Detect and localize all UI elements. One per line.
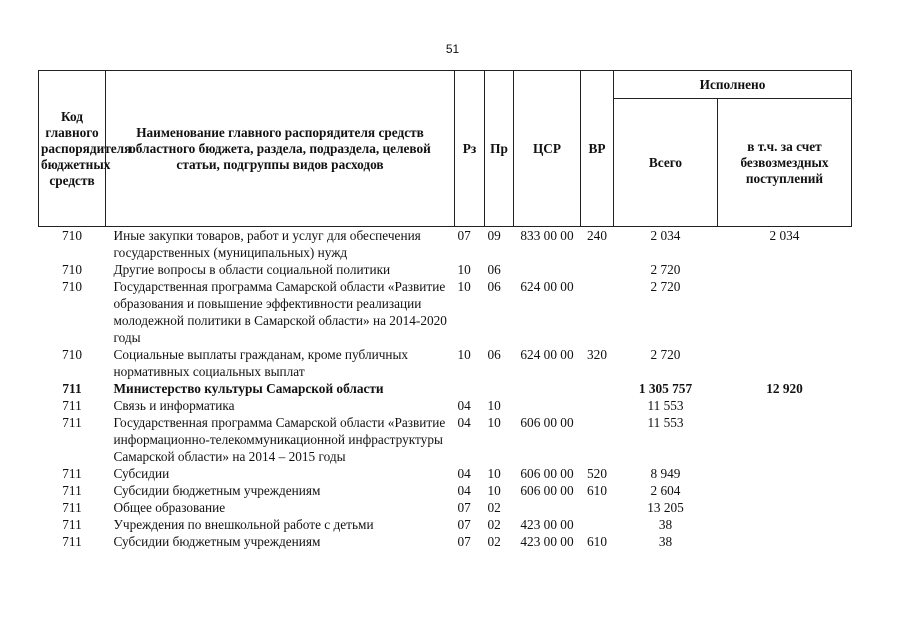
cell-total: 2 720 (650, 262, 681, 277)
cell-incl-free: 12 920 (766, 381, 803, 396)
cell-incl-free (718, 261, 852, 278)
cell-rz: 07 (457, 500, 471, 515)
cell-total: 1 305 757 (638, 381, 693, 396)
cell-incl-free (718, 414, 852, 465)
cell-vr: 610 (587, 483, 607, 498)
cell-pr: 09 (487, 228, 501, 243)
cell-code: 710 (62, 279, 82, 294)
cell-total: 2 604 (650, 483, 681, 498)
cell-vr: 520 (587, 466, 607, 481)
cell-incl-free (718, 533, 852, 550)
page-number: 51 (445, 42, 460, 56)
cell-code: 711 (62, 517, 82, 532)
cell-name: Министерство культуры Самарской области (113, 381, 384, 396)
cell-rz: 04 (457, 466, 471, 481)
cell-name: Субсидии (113, 466, 170, 481)
cell-vr: 610 (587, 534, 607, 549)
table-row (39, 380, 852, 397)
cell-code: 710 (62, 228, 82, 243)
table-body (39, 227, 852, 551)
cell-pr: 02 (487, 517, 501, 532)
cell-csr (514, 397, 581, 414)
cell-pr: 06 (487, 279, 501, 294)
cell-vr (581, 380, 614, 397)
cell-pr: 06 (487, 347, 501, 362)
table-row (39, 465, 852, 482)
table-row (39, 397, 852, 414)
cell-code: 711 (62, 534, 82, 549)
cell-pr (485, 380, 514, 397)
header-name: Наименование главного распорядителя средств областного бюджета, раздела, подраздела, целевой статьи, подгруппы видов расходов (106, 71, 455, 227)
cell-csr (514, 380, 581, 397)
header-pr: Пр (485, 71, 514, 227)
header-code: Код главного распорядителя бюджетных средств (39, 71, 106, 227)
cell-rz: 04 (457, 483, 471, 498)
cell-name: Субсидии бюджетным учреждениям (113, 534, 321, 549)
cell-code: 711 (62, 381, 82, 396)
cell-vr (581, 397, 614, 414)
cell-csr: 423 00 00 (520, 517, 574, 532)
cell-name: Социальные выплаты гражданам, кроме публичных нормативных социальных выплат (113, 347, 409, 379)
cell-rz: 07 (457, 517, 471, 532)
cell-incl-free (718, 482, 852, 499)
cell-vr (581, 261, 614, 278)
cell-code: 711 (62, 398, 82, 413)
table-row (39, 516, 852, 533)
budget-table (38, 70, 852, 550)
cell-csr (514, 499, 581, 516)
table-row (39, 346, 852, 380)
cell-rz: 10 (457, 262, 471, 277)
table-row (39, 499, 852, 516)
header-rz: Рз (455, 71, 485, 227)
cell-rz: 07 (457, 534, 471, 549)
cell-code: 710 (62, 347, 82, 362)
cell-pr: 02 (487, 500, 501, 515)
table-row (39, 533, 852, 550)
header-total: Всего (614, 99, 718, 227)
cell-pr: 02 (487, 534, 501, 549)
cell-csr: 606 00 00 (520, 415, 574, 430)
cell-code: 711 (62, 415, 82, 430)
cell-vr: 320 (587, 347, 607, 362)
cell-name: Государственная программа Самарской области «Развитие образования и повышение эффективности реализации молодежной политики в Самарской области» на 2014-2020 годы (113, 279, 447, 345)
cell-name: Государственная программа Самарской области «Развитие информационно-телекоммуникационной инфраструктуры Самарской области» на 2014 – 2015 годы (113, 415, 446, 464)
cell-rz: 10 (457, 279, 471, 294)
table-header (39, 71, 852, 227)
cell-total: 2 720 (650, 347, 681, 362)
cell-pr: 10 (487, 415, 501, 430)
header-executed: Исполнено (614, 71, 852, 99)
cell-total: 2 034 (650, 228, 681, 243)
cell-vr (581, 516, 614, 533)
cell-total: 38 (658, 534, 673, 549)
cell-incl-free (718, 499, 852, 516)
cell-csr (514, 261, 581, 278)
cell-incl-free (718, 516, 852, 533)
cell-name: Иные закупки товаров, работ и услуг для обеспечения государственных (муниципальных) нужд (113, 228, 421, 260)
cell-total: 8 949 (650, 466, 681, 481)
cell-code: 711 (62, 466, 82, 481)
cell-vr: 240 (587, 228, 607, 243)
cell-rz (455, 380, 485, 397)
cell-incl-free (718, 278, 852, 346)
cell-total: 38 (658, 517, 673, 532)
cell-total: 11 553 (647, 415, 684, 430)
table-row (39, 482, 852, 499)
cell-csr: 423 00 00 (520, 534, 574, 549)
cell-total: 11 553 (647, 398, 684, 413)
table-row (39, 278, 852, 346)
cell-vr (581, 414, 614, 465)
header-csr: ЦСР (514, 71, 581, 227)
table-row (39, 261, 852, 278)
cell-name: Субсидии бюджетным учреждениям (113, 483, 321, 498)
cell-rz: 04 (457, 415, 471, 430)
cell-code: 711 (62, 500, 82, 515)
header-vr: ВР (581, 71, 614, 227)
cell-incl-free (718, 346, 852, 380)
cell-csr: 624 00 00 (520, 347, 574, 362)
cell-csr: 833 00 00 (520, 228, 574, 243)
cell-csr: 606 00 00 (520, 466, 574, 481)
cell-incl-free: 2 034 (769, 228, 800, 243)
cell-name: Связь и информатика (113, 398, 235, 413)
cell-csr: 606 00 00 (520, 483, 574, 498)
cell-total: 13 205 (647, 500, 684, 515)
header-incl-free: в т.ч. за счет безвозмездных поступлений (718, 99, 852, 227)
cell-vr (581, 499, 614, 516)
cell-pr: 06 (487, 262, 501, 277)
cell-incl-free (718, 397, 852, 414)
cell-vr (581, 278, 614, 346)
cell-rz: 10 (457, 347, 471, 362)
cell-pr: 10 (487, 483, 501, 498)
cell-incl-free (718, 465, 852, 482)
cell-code: 710 (62, 262, 82, 277)
cell-rz: 07 (457, 228, 471, 243)
cell-name: Другие вопросы в области социальной политики (113, 262, 391, 277)
table-row (39, 414, 852, 465)
table-row (39, 227, 852, 262)
cell-pr: 10 (487, 398, 501, 413)
cell-code: 711 (62, 483, 82, 498)
cell-name: Учреждения по внешкольной работе с детьми (113, 517, 374, 532)
cell-csr: 624 00 00 (520, 279, 574, 294)
cell-pr: 10 (487, 466, 501, 481)
cell-rz: 04 (457, 398, 471, 413)
cell-total: 2 720 (650, 279, 681, 294)
cell-name: Общее образование (113, 500, 226, 515)
